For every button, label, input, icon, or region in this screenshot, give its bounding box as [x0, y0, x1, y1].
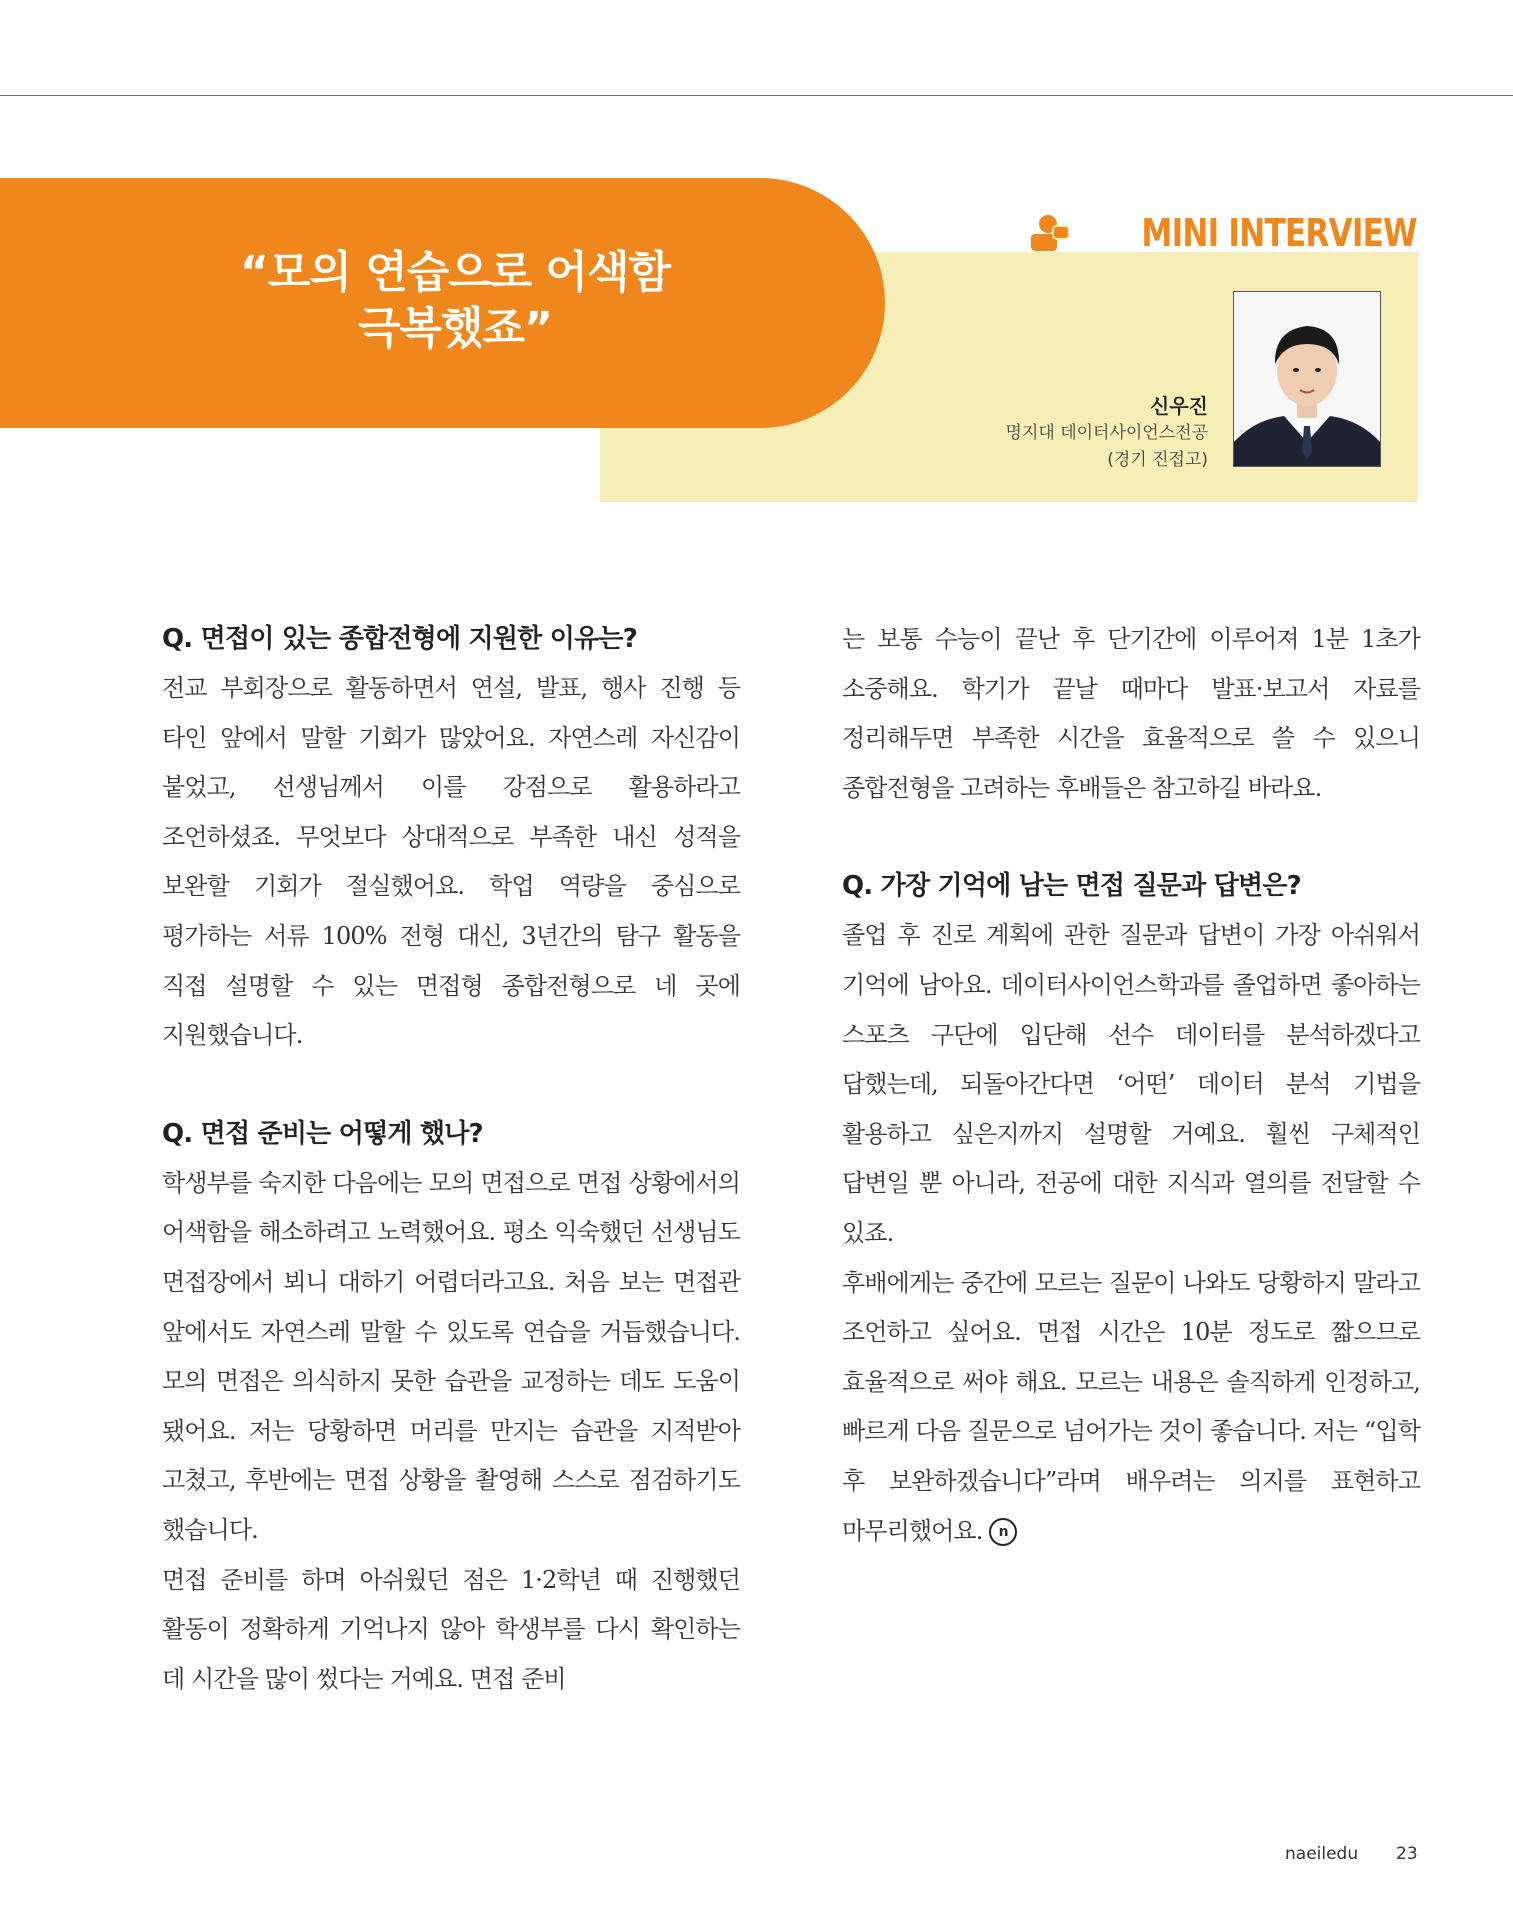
headline-line-1: “모의 연습으로 어색함 — [239, 247, 671, 298]
top-divider — [0, 95, 1513, 96]
headline-line-2: 극복했죠” — [358, 303, 552, 354]
person-icon — [1029, 212, 1071, 254]
answer-2-paragraph-1: 학생부를 숙지한 다음에는 모의 면접으로 면접 상황에서의 어색함을 해소하려고 노력했어요. 평소 익숙했던 선생님도 면접장에서 뵈니 대하기 어렵더라고요. 처음 보는 면접관 앞에서도 자연스레 말할 수 있도록 연습을 거듭했습니다. 모의 면접은 의식하지 못한 습관을 교정하는 데도 도움이 됐어요. 저는 당황하면 머리를 만지는 습관을 지적받아 고쳤고, 후반에는 면접 상황을 촬영해 스스로 점검하기도 했습니다. — [162, 1168, 740, 1544]
article-left-column — [162, 615, 740, 1704]
question-1: Q. 면접이 있는 종합전형에 지원한 이유는? — [162, 624, 637, 654]
footer-brand: naeiledu — [1285, 1844, 1359, 1864]
page-number: 23 — [1396, 1844, 1418, 1864]
answer-2-paragraph-2: 면접 준비를 하며 아쉬웠던 점은 1·2학년 때 진행했던 활동이 정확하게 기억나지 않아 학생부를 다시 확인하는 데 시간을 많이 썼다는 거예요. 면접 준비 — [162, 1565, 740, 1693]
answer-3-paragraph-1: 졸업 후 진로 계획에 관한 질문과 답변이 가장 아쉬워서 기억에 남아요. 데이터사이언스학과를 졸업하면 좋아하는 스포츠 구단에 입단해 선수 데이터를 분석하겠다고 답했는데, 되돌아간다면 ‘어떤’ 데이터 분석 기법을 활용하고 싶은지까지 설명할 거예요. 훨씬 구체적인 답변일 뿐 아니라, 전공에 대한 지식과 열의를 전달할 수 있죠. — [842, 921, 1420, 1247]
mini-interview-label: MINI INTERVIEW — [1141, 211, 1417, 255]
article-right-column — [842, 615, 1420, 1556]
headline-quote — [170, 245, 740, 357]
portrait-image — [1234, 292, 1380, 466]
mini-interview-badge — [1029, 210, 1417, 256]
interviewee-affiliation — [1006, 420, 1208, 474]
interviewee-name: 신우진 — [1150, 394, 1208, 418]
profile-photo — [1233, 291, 1381, 467]
answer-3-paragraph-2 — [842, 1259, 1420, 1557]
answer-2-paragraph-2-continued: 는 보통 수능이 끝난 후 단기간에 이루어져 1분 1초가 소중해요. 학기가 끝날 때마다 발표·보고서 자료를 정리해두면 부족한 시간을 효율적으로 쓸 수 있으니 종합전형을 고려하는 후배들은 참고하길 바라요. — [842, 625, 1420, 802]
question-3: Q. 가장 기억에 남는 면접 질문과 답변은? — [842, 871, 1301, 902]
interviewee-origin: (경기 진접고) — [1107, 450, 1208, 470]
interviewee-school: 명지대 데이터사이언스전공 — [1005, 423, 1208, 443]
question-2: Q. 면접 준비는 어떻게 했나? — [162, 1118, 483, 1149]
answer-1: 전교 부회장으로 활동하면서 연설, 발표, 행사 진행 등 타인 앞에서 말할 기회가 많았어요. 자연스레 자신감이 붙었고, 선생님께서 이를 강점으로 활용하라고 조언하셨죠. 무엇보다 상대적으로 부족한 내신 성적을 보완할 기회가 절실했어요. 학업 역량을 중심으로 평가하는 서류 100% 전형 대신, 3년간의 탐구 활동을 직접 설명할 수 있는 면접형 종합전형으로 네 곳에 지원했습니다. — [162, 674, 740, 1050]
answer-3-paragraph-2-text: 후배에게는 중간에 모르는 질문이 나와도 당황하지 말라고 조언하고 싶어요. 면접 시간은 10분 정도로 짧으므로 효율적으로 써야 해요. 모르는 내용은 솔직하게 인정하고, 빠르게 다음 질문으로 넘어가는 것이 좋습니다. 저는 “입학 후 보완하겠습니다”라며 배우려는 의지를 표현하고 마무리했어요. — [842, 1268, 1420, 1545]
end-mark-icon: n — [989, 1518, 1017, 1546]
